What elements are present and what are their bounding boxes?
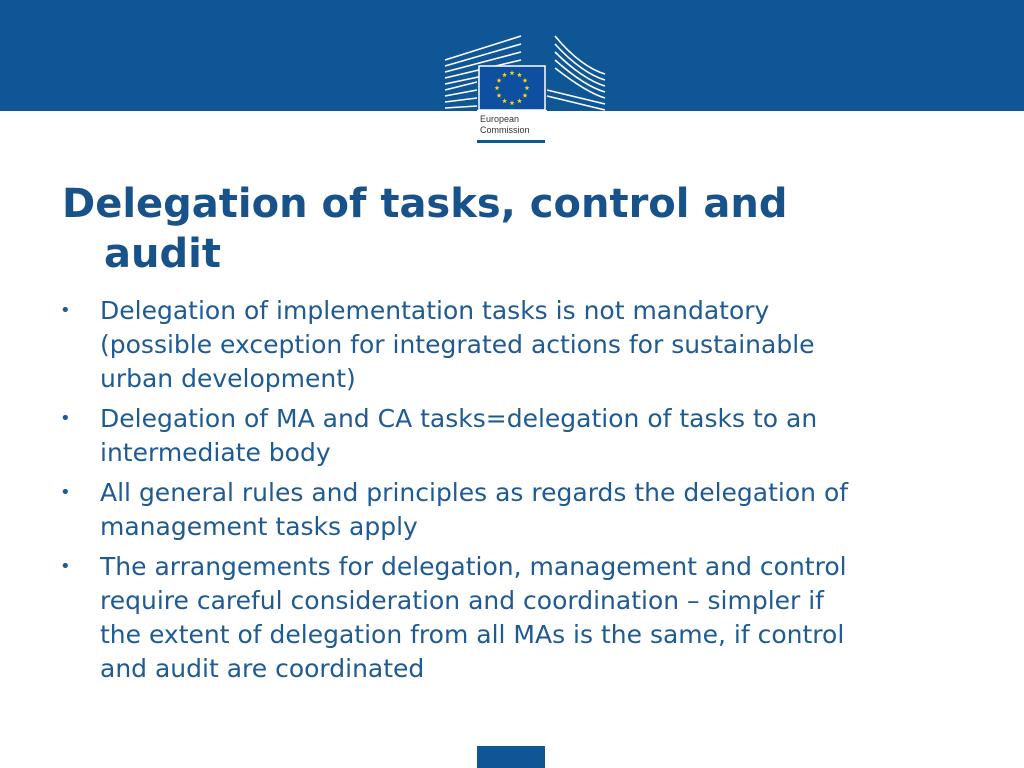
logo-text-line1: European [480,114,520,124]
bullet-item [60,550,975,686]
slide-title-line1: Delegation of tasks, control and [62,181,788,227]
bullet-icon: • [60,482,71,503]
bullet-line: urban development) [100,364,356,393]
building-right-wing [547,36,605,110]
slide-title [62,179,962,279]
bullet-line: Delegation of implementation tasks is not mandatory [100,296,770,325]
logo-text-line2: Commission [480,125,530,135]
bullet-icon: • [60,556,71,577]
bullet-line: require careful consideration and coordination – simpler if [100,586,824,615]
bullet-item [60,294,975,396]
bullet-line: (possible exception for integrated actions for sustainable [100,330,815,359]
bullet-line: management tasks apply [100,512,418,541]
bullet-line: the extent of delegation from all MAs is the same, if control [100,620,845,649]
bullet-item [60,476,975,544]
bullet-line: The arrangements for delegation, management and control [100,552,847,581]
bullet-line: All general rules and principles as regards the delegation of [100,478,849,507]
bullet-item [60,402,975,470]
bullet-line: Delegation of MA and CA tasks=delegation of tasks to an [100,404,818,433]
footer-tab [477,746,545,768]
logo-wordmark [480,114,560,136]
slide-title-line2: audit [104,231,221,277]
bullet-line: intermediate body [100,438,331,467]
bullet-line: and audit are coordinated [100,654,425,683]
bullet-icon: • [60,408,71,429]
bullet-list [60,294,975,692]
bullet-icon: • [60,300,71,321]
logo-underline [477,140,545,143]
